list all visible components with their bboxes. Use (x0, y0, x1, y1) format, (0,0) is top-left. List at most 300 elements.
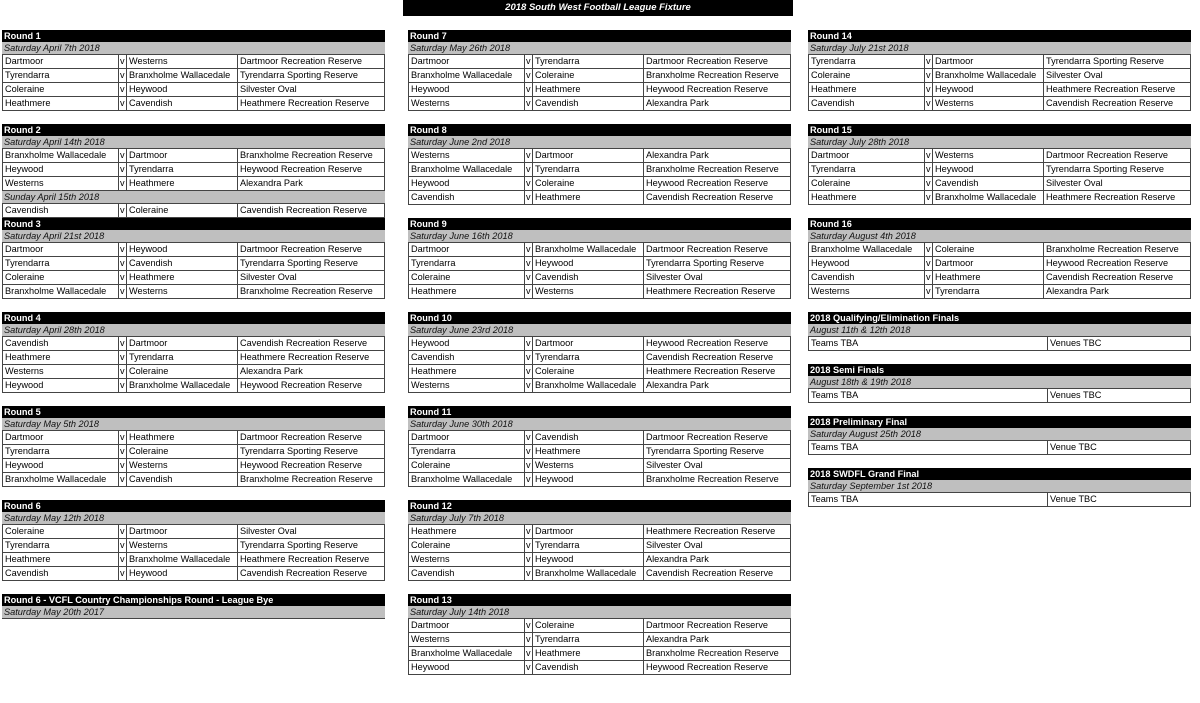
away-team: Cavendish (127, 473, 238, 486)
match-venue: Branxholme Recreation Reserve (646, 648, 779, 658)
match-venue: Alexandra Park (240, 178, 303, 188)
round-header: Round 6 (2, 500, 385, 512)
match-venue: Cavendish Recreation Reserve (646, 192, 774, 202)
match-row (2, 553, 385, 567)
match-venue: Heathmere Recreation Reserve (1046, 192, 1176, 202)
match-venue: Alexandra Park (1046, 286, 1109, 296)
home-team: Tyrendarra (809, 55, 925, 68)
home-team: Heathmere (409, 365, 525, 378)
round-block (2, 594, 385, 619)
home-team: Heywood (3, 459, 119, 472)
versus-label: v (119, 69, 127, 82)
away-team: Tyrendarra (127, 163, 238, 176)
match-row (408, 69, 791, 83)
away-team: Heathmere (933, 271, 1044, 284)
home-team: Dartmoor (409, 55, 525, 68)
home-team: Branxholme Wallacedale (409, 647, 525, 660)
versus-label: v (925, 69, 933, 82)
match-venue: Heywood Recreation Reserve (240, 460, 363, 470)
finals-teams: Teams TBA (811, 494, 859, 504)
versus-label: v (119, 337, 127, 350)
match-row (808, 55, 1191, 69)
round-block (408, 218, 791, 299)
document-title: 2018 South West Football League Fixture (403, 0, 793, 16)
versus-label: v (119, 97, 127, 110)
match-venue: Alexandra Park (646, 634, 709, 644)
home-team: Coleraine (3, 83, 119, 96)
round-header: Round 1 (2, 30, 385, 42)
versus-label: v (119, 445, 127, 458)
home-team: Branxholme Wallacedale (809, 243, 925, 256)
match-venue: Cavendish Recreation Reserve (240, 568, 368, 578)
home-team: Cavendish (409, 567, 525, 580)
home-team: Dartmoor (3, 55, 119, 68)
match-row (808, 177, 1191, 191)
home-team: Heathmere (3, 97, 119, 110)
match-venue: Heathmere Recreation Reserve (240, 554, 370, 564)
round-header: Round 6 - VCFL Country Championships Round - League Bye (2, 594, 385, 606)
match-row (408, 243, 791, 257)
versus-label: v (525, 619, 533, 632)
match-row (408, 473, 791, 487)
match-row (2, 83, 385, 97)
match-venue: Tyrendarra Sporting Reserve (646, 258, 764, 268)
versus-label: v (925, 83, 933, 96)
versus-label: v (525, 83, 533, 96)
round-header: Round 2 (2, 124, 385, 136)
finals-teams: Teams TBA (811, 390, 859, 400)
match-venue: Heathmere Recreation Reserve (646, 366, 776, 376)
match-row (2, 351, 385, 365)
match-venue: Tyrendarra Sporting Reserve (240, 258, 358, 268)
away-team: Dartmoor (533, 525, 644, 538)
match-row (808, 69, 1191, 83)
away-team: Westerns (127, 55, 238, 68)
match-venue: Heathmere Recreation Reserve (646, 526, 776, 536)
versus-label: v (525, 647, 533, 660)
home-team: Heywood (409, 83, 525, 96)
away-team: Heathmere (533, 647, 644, 660)
round-header: Round 13 (408, 594, 791, 606)
home-team: Tyrendarra (3, 69, 119, 82)
versus-label: v (119, 525, 127, 538)
match-venue: Heywood Recreation Reserve (646, 662, 769, 672)
away-team: Heywood (933, 163, 1044, 176)
home-team: Heathmere (3, 351, 119, 364)
round-header: Round 7 (408, 30, 791, 42)
match-venue: Dartmoor Recreation Reserve (240, 56, 363, 66)
home-team: Branxholme Wallacedale (3, 149, 119, 162)
round-date: Saturday July 7th 2018 (408, 512, 791, 525)
match-row (408, 647, 791, 661)
versus-label: v (525, 445, 533, 458)
round-header: Round 12 (408, 500, 791, 512)
round-header: Round 14 (808, 30, 1191, 42)
match-row (408, 177, 791, 191)
match-venue: Cavendish Recreation Reserve (240, 205, 368, 215)
versus-label: v (925, 55, 933, 68)
match-venue: Alexandra Park (646, 380, 709, 390)
away-team: Dartmoor (127, 525, 238, 538)
match-venue: Silvester Oval (1046, 70, 1103, 80)
match-venue: Branxholme Recreation Reserve (646, 70, 779, 80)
home-team: Cavendish (809, 271, 925, 284)
match-row (408, 271, 791, 285)
match-row (2, 97, 385, 111)
away-team: Westerns (127, 285, 238, 298)
away-team: Heywood (127, 567, 238, 580)
versus-label: v (525, 661, 533, 674)
home-team: Coleraine (3, 271, 119, 284)
round-date: Saturday July 28th 2018 (808, 136, 1191, 149)
home-team: Tyrendarra (3, 445, 119, 458)
home-team: Cavendish (3, 337, 119, 350)
round-date: Saturday May 12th 2018 (2, 512, 385, 525)
versus-label: v (525, 69, 533, 82)
match-venue: Silvester Oval (240, 526, 297, 536)
match-row (2, 149, 385, 163)
match-venue: Alexandra Park (646, 150, 709, 160)
round-block (408, 312, 791, 393)
match-row (2, 431, 385, 445)
round-header: 2018 Qualifying/Elimination Finals (808, 312, 1191, 324)
match-row (2, 163, 385, 177)
away-team: Heathmere (533, 83, 644, 96)
match-row (408, 619, 791, 633)
home-team: Branxholme Wallacedale (3, 285, 119, 298)
versus-label: v (525, 431, 533, 444)
round-date: Saturday July 14th 2018 (408, 606, 791, 619)
home-team: Heywood (409, 177, 525, 190)
home-team: Westerns (409, 97, 525, 110)
match-venue: Tyrendarra Sporting Reserve (240, 70, 358, 80)
match-venue: Silvester Oval (240, 84, 297, 94)
match-row (408, 149, 791, 163)
match-row (408, 459, 791, 473)
match-venue: Branxholme Recreation Reserve (646, 164, 779, 174)
away-team: Dartmoor (533, 149, 644, 162)
round-date-secondary: Sunday April 15th 2018 (2, 191, 385, 204)
versus-label: v (119, 204, 127, 217)
round-block (808, 30, 1191, 111)
round-date: Saturday May 5th 2018 (2, 418, 385, 431)
match-row (808, 163, 1191, 177)
match-venue: Dartmoor Recreation Reserve (1046, 150, 1169, 160)
match-venue: Branxholme Recreation Reserve (240, 474, 373, 484)
away-team: Tyrendarra (533, 633, 644, 646)
round-block (2, 30, 385, 111)
match-venue: Cavendish Recreation Reserve (240, 338, 368, 348)
home-team: Coleraine (3, 525, 119, 538)
away-team: Branxholme Wallacedale (533, 243, 644, 256)
round-block (408, 406, 791, 487)
versus-label: v (119, 177, 127, 190)
away-team: Heathmere (127, 431, 238, 444)
match-row (2, 257, 385, 271)
match-venue: Heywood Recreation Reserve (646, 84, 769, 94)
match-row (808, 149, 1191, 163)
home-team: Westerns (409, 553, 525, 566)
versus-label: v (525, 633, 533, 646)
round-block (408, 124, 791, 205)
match-venue: Cavendish Recreation Reserve (646, 568, 774, 578)
match-row (2, 445, 385, 459)
round-date: Saturday May 20th 2017 (2, 606, 385, 619)
home-team: Heathmere (3, 553, 119, 566)
match-row (2, 243, 385, 257)
versus-label: v (119, 243, 127, 256)
round-date: Saturday July 21st 2018 (808, 42, 1191, 55)
round-header: Round 10 (408, 312, 791, 324)
home-team: Heywood (409, 337, 525, 350)
versus-label: v (119, 431, 127, 444)
versus-label: v (525, 473, 533, 486)
versus-label: v (925, 97, 933, 110)
match-row (2, 69, 385, 83)
away-team: Cavendish (127, 97, 238, 110)
away-team: Heathmere (127, 177, 238, 190)
match-venue: Cavendish Recreation Reserve (1046, 272, 1174, 282)
away-team: Cavendish (533, 431, 644, 444)
versus-label: v (525, 97, 533, 110)
versus-label: v (525, 539, 533, 552)
home-team: Tyrendarra (809, 163, 925, 176)
match-row (2, 525, 385, 539)
round-date: Saturday August 4th 2018 (808, 230, 1191, 243)
home-team: Coleraine (409, 539, 525, 552)
versus-label: v (925, 163, 933, 176)
versus-label: v (119, 163, 127, 176)
match-row (408, 633, 791, 647)
match-venue: Tyrendarra Sporting Reserve (1046, 164, 1164, 174)
home-team: Cavendish (409, 351, 525, 364)
versus-label: v (925, 149, 933, 162)
round-date: Saturday April 14th 2018 (2, 136, 385, 149)
round-date: Saturday April 7th 2018 (2, 42, 385, 55)
match-row (408, 379, 791, 393)
home-team: Cavendish (409, 191, 525, 204)
round-block (2, 500, 385, 581)
match-row (408, 553, 791, 567)
away-team: Westerns (933, 97, 1044, 110)
round-date: Saturday September 1st 2018 (808, 480, 1191, 493)
versus-label: v (119, 553, 127, 566)
match-row (2, 539, 385, 553)
round-header: Round 5 (2, 406, 385, 418)
away-team: Cavendish (533, 271, 644, 284)
match-venue: Branxholme Recreation Reserve (1046, 244, 1179, 254)
versus-label: v (925, 243, 933, 256)
match-row (2, 177, 385, 191)
versus-label: v (119, 473, 127, 486)
round-block (808, 468, 1191, 507)
versus-label: v (925, 285, 933, 298)
away-team: Coleraine (533, 69, 644, 82)
match-row (2, 55, 385, 69)
round-header: Round 4 (2, 312, 385, 324)
match-row (808, 191, 1191, 205)
home-team: Tyrendarra (409, 257, 525, 270)
away-team: Coleraine (533, 177, 644, 190)
round-date: Saturday June 2nd 2018 (408, 136, 791, 149)
away-team: Cavendish (533, 97, 644, 110)
away-team: Heywood (127, 83, 238, 96)
finals-venue: Venues TBC (1047, 337, 1190, 350)
away-team: Coleraine (127, 365, 238, 378)
round-header: 2018 Preliminary Final (808, 416, 1191, 428)
away-team: Coleraine (127, 204, 238, 217)
match-venue: Heathmere Recreation Reserve (240, 352, 370, 362)
finals-venue: Venues TBC (1047, 389, 1190, 402)
match-row (408, 83, 791, 97)
round-block (408, 30, 791, 111)
away-team: Dartmoor (933, 257, 1044, 270)
away-team: Heathmere (533, 191, 644, 204)
home-team: Branxholme Wallacedale (409, 163, 525, 176)
home-team: Heathmere (409, 525, 525, 538)
match-venue: Branxholme Recreation Reserve (240, 286, 373, 296)
home-team: Dartmoor (3, 431, 119, 444)
match-venue: Dartmoor Recreation Reserve (646, 432, 769, 442)
fixture-column-3 (808, 30, 1191, 520)
round-date: August 11th & 12th 2018 (808, 324, 1191, 337)
round-header: 2018 SWDFL Grand Final (808, 468, 1191, 480)
away-team: Heathmere (533, 445, 644, 458)
round-block (2, 312, 385, 393)
finals-venue: Venue TBC (1047, 493, 1190, 506)
versus-label: v (525, 191, 533, 204)
match-venue: Cavendish Recreation Reserve (1046, 98, 1174, 108)
home-team: Westerns (3, 365, 119, 378)
versus-label: v (119, 149, 127, 162)
round-block (808, 218, 1191, 299)
match-row (408, 539, 791, 553)
round-block (2, 124, 385, 218)
match-venue: Heathmere Recreation Reserve (240, 98, 370, 108)
home-team: Heathmere (809, 191, 925, 204)
match-row (808, 257, 1191, 271)
away-team: Dartmoor (533, 337, 644, 350)
versus-label: v (525, 365, 533, 378)
round-block (808, 312, 1191, 351)
home-team: Tyrendarra (3, 257, 119, 270)
versus-label: v (119, 271, 127, 284)
away-team: Westerns (533, 459, 644, 472)
match-row (2, 365, 385, 379)
versus-label: v (525, 351, 533, 364)
home-team: Westerns (409, 149, 525, 162)
round-date: August 18th & 19th 2018 (808, 376, 1191, 389)
match-row (2, 459, 385, 473)
match-venue: Tyrendarra Sporting Reserve (240, 446, 358, 456)
home-team: Coleraine (409, 459, 525, 472)
match-venue: Alexandra Park (646, 98, 709, 108)
versus-label: v (925, 177, 933, 190)
match-row (808, 83, 1191, 97)
match-row (408, 257, 791, 271)
match-venue: Heywood Recreation Reserve (1046, 258, 1169, 268)
round-header: Round 15 (808, 124, 1191, 136)
away-team: Tyrendarra (933, 285, 1044, 298)
home-team: Coleraine (409, 271, 525, 284)
match-row (2, 271, 385, 285)
match-row (408, 163, 791, 177)
away-team: Branxholme Wallacedale (127, 553, 238, 566)
versus-label: v (525, 257, 533, 270)
versus-label: v (525, 149, 533, 162)
home-team: Dartmoor (409, 431, 525, 444)
round-header: 2018 Semi Finals (808, 364, 1191, 376)
home-team: Dartmoor (3, 243, 119, 256)
away-team: Branxholme Wallacedale (127, 69, 238, 82)
finals-row (808, 337, 1191, 351)
home-team: Branxholme Wallacedale (409, 69, 525, 82)
match-venue: Heywood Recreation Reserve (240, 164, 363, 174)
home-team: Westerns (809, 285, 925, 298)
versus-label: v (525, 525, 533, 538)
match-row (408, 285, 791, 299)
home-team: Heywood (3, 379, 119, 392)
home-team: Cavendish (3, 204, 119, 217)
match-row (808, 285, 1191, 299)
round-date: Saturday May 26th 2018 (408, 42, 791, 55)
home-team: Coleraine (809, 177, 925, 190)
versus-label: v (525, 379, 533, 392)
fixture-column-2 (408, 30, 791, 688)
versus-label: v (119, 285, 127, 298)
match-row (408, 365, 791, 379)
round-block (408, 594, 791, 675)
match-venue: Silvester Oval (240, 272, 297, 282)
away-team: Heywood (533, 473, 644, 486)
finals-row (808, 493, 1191, 507)
away-team: Westerns (127, 459, 238, 472)
match-venue: Heywood Recreation Reserve (240, 380, 363, 390)
away-team: Heywood (933, 83, 1044, 96)
home-team: Dartmoor (409, 619, 525, 632)
round-header: Round 8 (408, 124, 791, 136)
round-block (408, 500, 791, 581)
home-team: Westerns (409, 379, 525, 392)
away-team: Tyrendarra (533, 163, 644, 176)
away-team: Coleraine (533, 365, 644, 378)
fixture-column-1 (2, 30, 385, 632)
versus-label: v (525, 553, 533, 566)
versus-label: v (525, 163, 533, 176)
versus-label: v (525, 243, 533, 256)
versus-label: v (925, 271, 933, 284)
match-row (408, 445, 791, 459)
match-venue: Heywood Recreation Reserve (646, 178, 769, 188)
match-row (408, 55, 791, 69)
versus-label: v (119, 83, 127, 96)
away-team: Branxholme Wallacedale (533, 567, 644, 580)
match-row (2, 285, 385, 299)
home-team: Heywood (809, 257, 925, 270)
match-row (808, 243, 1191, 257)
match-venue: Cavendish Recreation Reserve (646, 352, 774, 362)
home-team: Heathmere (409, 285, 525, 298)
match-venue: Heathmere Recreation Reserve (646, 286, 776, 296)
away-team: Westerns (533, 285, 644, 298)
match-row (2, 473, 385, 487)
away-team: Heywood (533, 257, 644, 270)
match-row (408, 661, 791, 675)
away-team: Cavendish (933, 177, 1044, 190)
versus-label: v (119, 459, 127, 472)
match-venue: Dartmoor Recreation Reserve (646, 620, 769, 630)
versus-label: v (925, 257, 933, 270)
